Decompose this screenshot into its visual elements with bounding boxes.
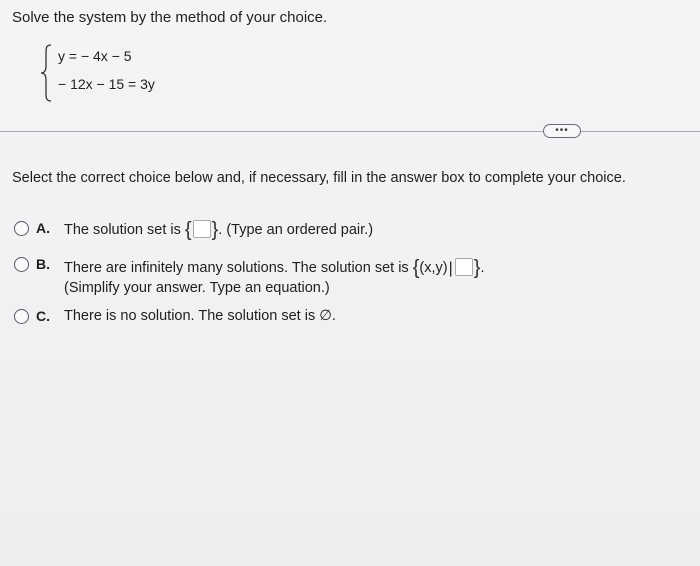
- open-brace-icon: {: [184, 219, 192, 241]
- choice-a-text: [64, 220, 373, 240]
- answer-box-a[interactable]: [193, 220, 211, 238]
- set-builder-bar: |: [448, 260, 453, 277]
- choice-b-hint: (Simplify your answer. Type an equation.): [64, 280, 330, 296]
- radio-choice-b[interactable]: [14, 257, 29, 272]
- choice-c-letter: C.: [36, 308, 50, 324]
- more-options-button[interactable]: •••: [543, 124, 581, 138]
- equation-2: − 12x − 15 = 3y: [58, 76, 155, 92]
- choice-c-text: There is no solution. The solution set is ∅.: [64, 308, 336, 324]
- question-title: Solve the system by the method of your choice.: [12, 9, 328, 26]
- section-divider: [0, 131, 700, 132]
- close-brace-icon: }: [473, 257, 481, 279]
- radio-choice-a[interactable]: [14, 221, 29, 236]
- close-brace-icon: }: [211, 219, 219, 241]
- equation-1: y = − 4x − 5: [58, 48, 132, 64]
- choice-b-letter: B.: [36, 256, 50, 272]
- choice-a-text-before: The solution set is: [64, 222, 181, 238]
- set-builder-variable: (x,y): [419, 260, 448, 276]
- equation-system: [40, 44, 200, 104]
- answer-box-b[interactable]: [455, 258, 473, 276]
- instructions-text: Select the correct choice below and, if necessary, fill in the answer box to complete your choice.: [12, 170, 626, 186]
- left-brace-icon: [40, 44, 54, 102]
- choice-b-text-before: There are infinitely many solutions. The solution set is: [64, 260, 409, 276]
- choice-a-text-after: . (Type an ordered pair.): [218, 222, 374, 238]
- choice-b-text-after: .: [480, 260, 485, 276]
- radio-choice-c[interactable]: [14, 309, 29, 324]
- open-brace-icon: {: [412, 257, 420, 279]
- choice-a-letter: A.: [36, 220, 50, 236]
- choice-b-text: [64, 258, 484, 278]
